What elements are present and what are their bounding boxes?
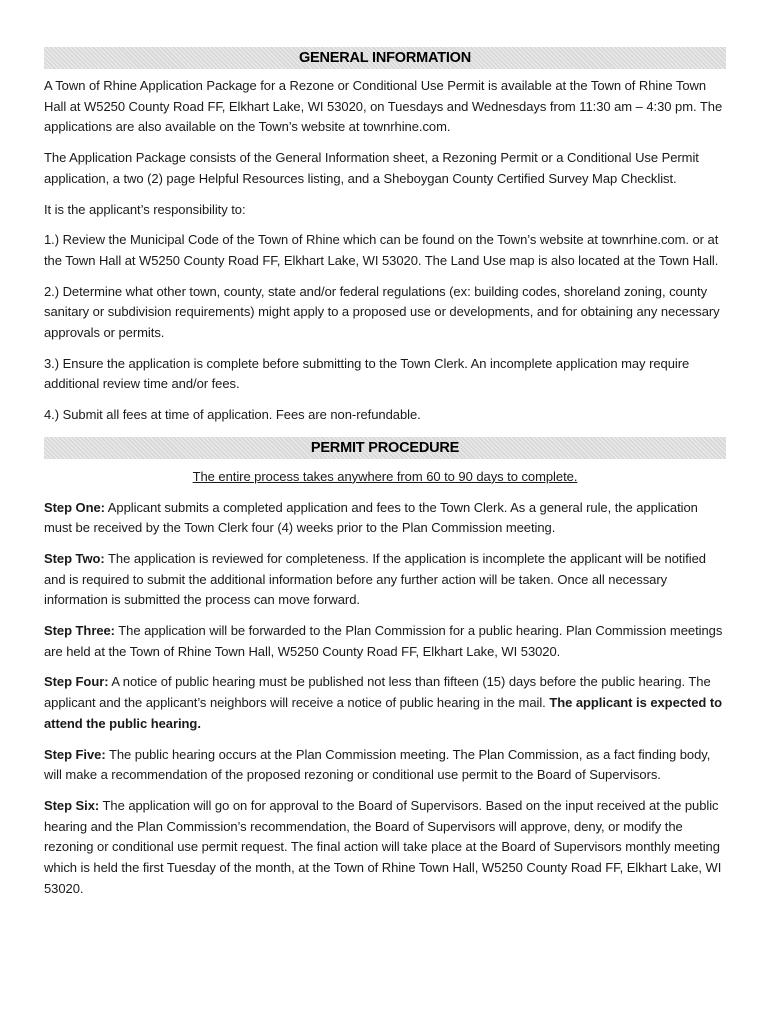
responsibility-item-2: 2.) Determine what other town, county, state and/or federal regulations (ex: building codes, shoreland zoning, county sanitary or subdivision requirements) might apply to a proposed use or developments, and for obtaining any necessary approvals or permits. [44,283,720,341]
general-info-paragraph-1: A Town of Rhine Application Package for a Rezone or Conditional Use Permit is available at the Town of Rhine Town Hall at W5250 County Road FF, Elkhart Lake, WI 53020, on Tuesdays and Wednesdays from 11:30 am – 4:30 pm. The applications are also available on the Town’s website at townrhine.com. [44,78,723,135]
step-five-text: The public hearing occurs at the Plan Commission meeting. The Plan Commission, as a fact finding body, will make a recommendation of the proposed rezoning or conditional use permit to the Board of Supervisors. [44,746,711,783]
responsibility-item-1: 1.) Review the Municipal Code of the Town of Rhine which can be found on the Town’s website at townrhine.com. or at the Town Hall at W5250 County Road FF, Elkhart Lake, WI 53020. The Land Use map is also located at the Town Hall. [44,232,719,268]
step-one [44,498,726,539]
step-four [44,672,726,734]
process-duration-note: The entire process takes anywhere from 60 to 90 days to complete. [192,468,578,484]
document-page [44,47,726,900]
step-two-label: Step Two: [44,550,105,566]
step-one-label: Step One: [44,499,105,515]
step-three-text: The application will be forwarded to the Plan Commission for a public hearing. Plan Commission meetings are held at the Town of Rhine Town Hall, W5250 County Road FF, Elkhart Lake, WI 53020. [44,623,723,659]
step-five [44,745,726,786]
responsibility-item-4: 4.) Submit all fees at time of application. Fees are non-refundable. [44,407,421,423]
general-info-paragraph-2: The Application Package consists of the General Information sheet, a Rezoning Permit or a Conditional Use Permit application, a two (2) page Helpful Resources listing, and a Sheboygan County Certified Survey Map Checklist. [44,150,699,186]
responsibility-item-3: 3.) Ensure the application is complete before submitting to the Town Clerk. An incomplete application may require additional review time and/or fees. [44,355,690,392]
step-four-emphasis: The applicant is expected to attend the public hearing. [44,695,723,731]
responsibility-intro: It is the applicant’s responsibility to: [44,201,246,217]
permit-procedure-header: PERMIT PROCEDURE [44,437,726,459]
step-three [44,621,726,662]
step-three-label: Step Three: [44,623,115,639]
step-five-label: Step Five: [44,746,106,762]
step-one-text: Applicant submits a completed application and fees to the Town Clerk. As a general rule, the application must be received by the Town Clerk four (4) weeks prior to the Plan Commission meeting. [44,499,698,536]
step-six-text: The application will go on for approval to the Board of Supervisors. Based on the input received at the public hearing and the Plan Commission’s recommendation, the Board of Supervisors will approve, deny, or modify the rezoning or conditional use permit request. The final action will take place at the Board of Supervisors monthly meeting which is held the first Tuesday of the month, at the Town of Rhine Town Hall, W5250 County Road FF, Elkhart Lake, WI 53020. [44,797,722,896]
step-two [44,549,726,611]
general-information-header: GENERAL INFORMATION [44,47,726,69]
step-two-text: The application is reviewed for completeness. If the application is incomplete the applicant will be notified and is required to submit the additional information before any further action will be taken. Once all necessary information is submitted the process can move forward. [44,550,706,608]
step-six [44,796,726,900]
step-four-label: Step Four: [44,674,109,690]
step-four-text: A notice of public hearing must be published not less than fifteen (15) days before the public hearing. The applicant and the applicant’s neighbors will receive a notice of public hearing in the mail. [44,674,711,711]
step-six-label: Step Six: [44,797,100,813]
